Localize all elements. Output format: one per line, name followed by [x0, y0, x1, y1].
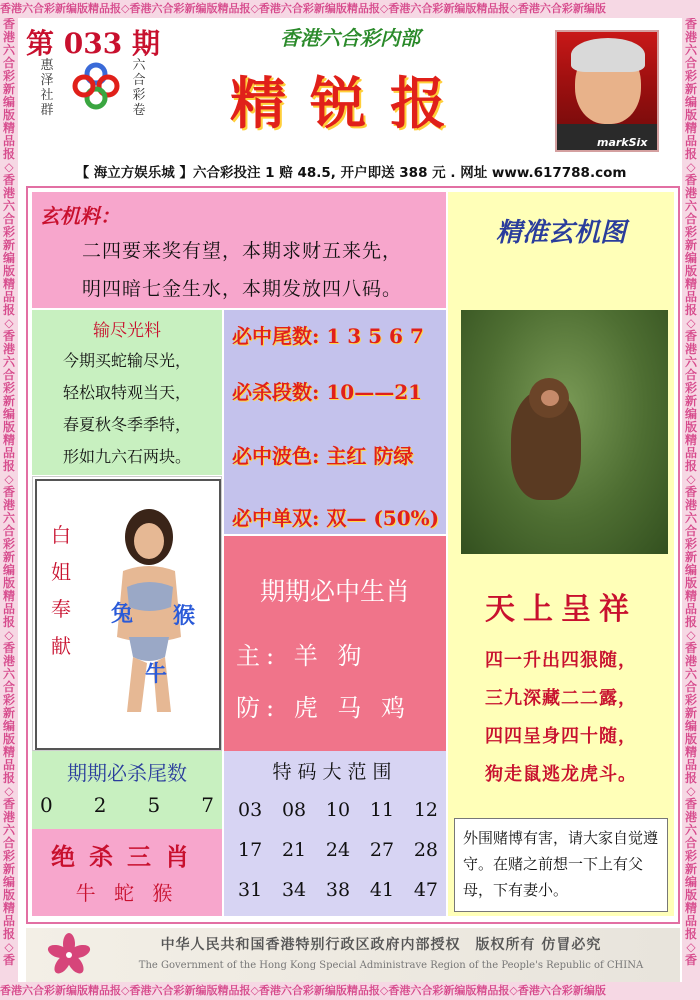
special-number: 10 — [325, 799, 351, 821]
portrait-hair — [571, 38, 645, 72]
top-border-strip: 香港六合彩新编版精品报◇香港六合彩新编版精品报◇香港六合彩新编版精品报◇香港六合彩新编版精品报◇香港六合彩新编版 — [0, 0, 700, 18]
poem-line-1: 今期买蛇输尽光， — [62, 351, 191, 370]
right-poem-line-2: 三九深藏二二露， — [485, 688, 637, 709]
zodiac-main: 主: 羊 狗 — [236, 642, 368, 670]
poem-title: 输尽光料 — [93, 321, 161, 341]
zodiac-guard: 防: 虎 马 鸡 — [236, 694, 411, 722]
right-poem-line-4: 狗走鼠逃龙虎斗。 — [485, 764, 637, 785]
gambling-notice: 外围赌博有害，请大家自觉遵守。在赌之前想一下上有父母，下有妻小。 — [454, 818, 668, 912]
left-border-strip: 香港六合彩新编版精品报◇香港六合彩新编版精品报◇香港六合彩新编版精品报◇香港六合彩新编版精品报◇香港六合彩新编版精品报◇香港六合彩新编版精品报◇香 — [0, 18, 18, 982]
girl-zodiac-c: 牛 — [145, 661, 168, 687]
portrait-photo — [555, 30, 659, 152]
special-number: 38 — [325, 879, 351, 901]
special-number: 17 — [238, 839, 263, 861]
girl-char-1: 白 — [51, 523, 71, 547]
girl-zodiac-b: 猴 — [173, 603, 196, 629]
special-number: 28 — [413, 839, 438, 861]
kill-three-section — [32, 829, 222, 916]
right-poem-line-3: 四四呈身四十随， — [485, 726, 637, 747]
stat-tail-label: 必中尾数: — [232, 324, 320, 348]
right-poem-line-1: 四一升出四狠随， — [485, 650, 637, 671]
logo-right-text: 六合彩卷 — [132, 58, 146, 118]
header-subtitle: 香港六合彩内部 — [280, 26, 420, 50]
special-number: 41 — [369, 879, 395, 901]
kill-three-title: 绝杀三肖 — [51, 842, 203, 871]
stat-tail-value: 1 3 5 6 7 — [326, 324, 424, 348]
bauhinia-icon — [46, 932, 92, 978]
right-border-strip: 香港六合彩新编版精品报◇香港六合彩新编版精品报◇香港六合彩新编版精品报◇香港六合彩新编版精品报◇香港六合彩新编版精品报◇香港六合彩新编版精品报◇香 — [682, 18, 700, 982]
special-row — [238, 799, 438, 821]
special-number: 31 — [238, 879, 263, 901]
issue-number: 第 033 期 — [26, 27, 160, 60]
girl-char-3: 奉 — [51, 597, 71, 621]
girl-char-2: 姐 — [51, 560, 71, 584]
poem-line-3: 春夏秋冬季季特， — [62, 415, 191, 434]
stat-wave-label: 必中波色: — [232, 444, 320, 468]
xuanji-line-1: 二四要来奖有望，本期求财五来先， — [81, 240, 402, 262]
poem-line-4: 形如九六石两块。 — [62, 447, 191, 466]
xuanji-title: 玄机料： — [40, 204, 120, 228]
special-number: 47 — [413, 879, 438, 901]
kill-tail-num: 5 — [147, 793, 161, 817]
stat-odd-label: 必中单双: — [232, 506, 320, 530]
ad-line: 【 海立方娱乐城 】六合彩投注 1 赔 48.5, 开户即送 388 元 . 网址 www.617788.com — [75, 165, 627, 181]
photo-tag: markSix — [597, 136, 648, 149]
kill-tail-section — [32, 751, 222, 829]
footer — [26, 928, 680, 982]
logo-left-text: 惠泽社群 — [40, 58, 54, 118]
footer-chinese: 中华人民共和国香港特别行政区政府内部授权 版权所有 仿冒必究 — [160, 937, 602, 953]
header-title: 精锐报 — [230, 71, 470, 137]
clover-logo-icon — [72, 62, 120, 110]
girl-vertical-text — [47, 517, 75, 665]
stat-wave-value: 主红 防绿 — [326, 444, 414, 468]
zodiac-title: 期期必中生肖 — [259, 577, 410, 606]
kill-tail-num: 7 — [201, 793, 214, 817]
girl-image-section — [32, 476, 222, 751]
stats-section — [224, 310, 446, 534]
right-column — [448, 192, 674, 916]
xuanji-section — [32, 192, 446, 308]
footer-english: The Government of the Hong Kong Special Administrave Region of the People's Republic of CHINA — [138, 960, 644, 971]
kill-tail-numbers — [40, 793, 214, 817]
logo — [36, 58, 156, 124]
special-row — [238, 839, 438, 861]
monkey-face — [541, 390, 559, 406]
poem-section — [32, 310, 222, 475]
kill-three-zodiacs: 牛 蛇 猴 — [75, 881, 179, 905]
special-number: 11 — [369, 799, 395, 821]
kill-tail-title: 期期必杀尾数 — [67, 761, 187, 785]
stat-odd-value: 双— (50%) — [326, 506, 440, 530]
stat-kill-value: 10——21 — [326, 380, 423, 404]
special-row — [238, 879, 438, 901]
kill-tail-num: 0 — [40, 793, 53, 817]
kill-tail-num: 2 — [93, 793, 107, 817]
bottom-border-strip: 香港六合彩新编版精品报◇香港六合彩新编版精品报◇香港六合彩新编版精品报◇香港六合彩新编版精品报◇香港六合彩新编版 — [0, 982, 700, 1000]
girl-zodiac-a: 兔 — [111, 601, 134, 627]
special-number: 27 — [369, 839, 395, 861]
special-number: 08 — [281, 799, 307, 821]
stat-tail — [232, 320, 424, 349]
stat-kill-label: 必杀段数: — [232, 380, 320, 404]
girl-char-4: 献 — [51, 634, 71, 658]
special-range-section — [224, 751, 446, 916]
stat-wave — [232, 440, 413, 469]
special-number: 34 — [281, 879, 307, 901]
zodiac-section — [224, 536, 446, 751]
special-number: 12 — [413, 799, 438, 821]
special-number: 03 — [238, 799, 263, 821]
special-number: 21 — [281, 839, 307, 861]
special-number: 24 — [325, 839, 351, 861]
monkey-photo — [461, 310, 668, 554]
right-heading: 天上呈祥 — [485, 592, 637, 627]
special-range-title: 特码大范围 — [272, 761, 398, 783]
poem-line-2: 轻松取特观当天， — [62, 383, 191, 402]
stat-odd — [232, 502, 439, 531]
xuanji-line-2: 明四暗七金生水，本期发放四八码。 — [81, 278, 402, 300]
right-title: 精准玄机图 — [495, 218, 626, 248]
stat-kill — [232, 376, 422, 405]
